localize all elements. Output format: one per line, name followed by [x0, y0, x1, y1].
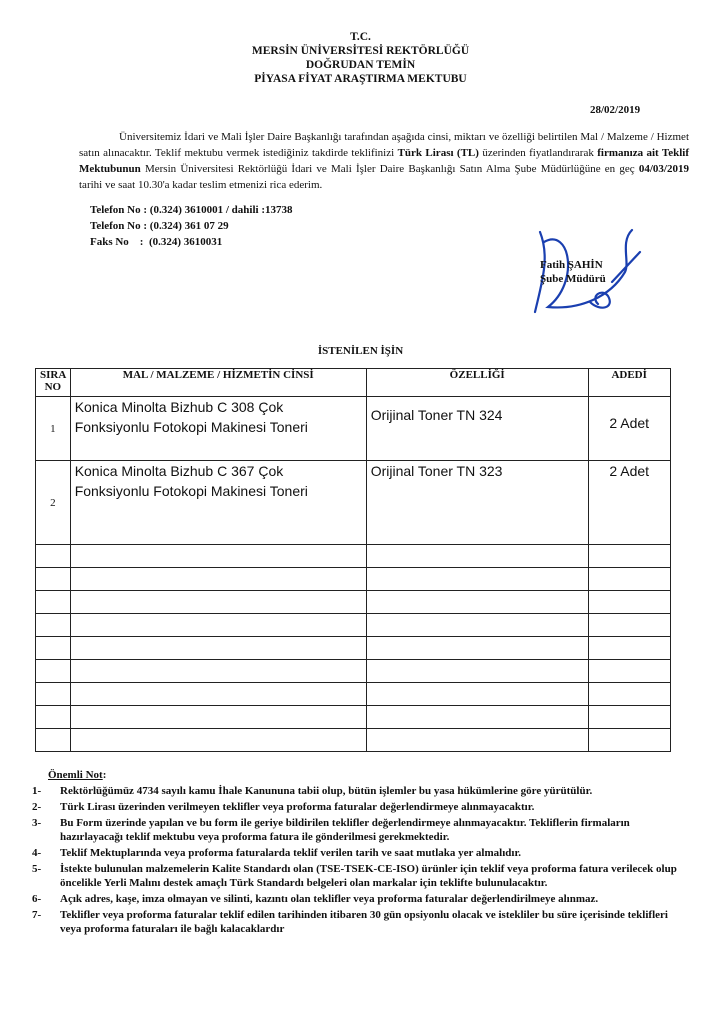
note-item: 3- Bu Form üzerinde yapılan ve bu form ile geriye bildirilen teklifler değerlendirmeye alınmayacaktır. Tekliflerin firmaların hazırlayacağı teklif mektubu veya proforma fatura ile gönderilmesi gerekmektedir.	[32, 817, 630, 843]
note-item: 6- Açık adres, kaşe, imza olmayan ve silinti, kazıntı olan teklifler veya proforma faturalar değerlendirilmeye alınmaz.	[32, 893, 599, 905]
table-row	[36, 397, 671, 461]
empty-row	[36, 683, 671, 706]
table-header-row	[36, 369, 671, 397]
header-letter-title: PİYASA FİYAT ARAŞTIRMA MEKTUBU	[254, 73, 467, 85]
fax-line: Faks No : (0.324) 3610031	[90, 236, 223, 248]
empty-row	[36, 568, 671, 591]
header-sira-no: SIRA NO	[36, 369, 71, 397]
signatory	[540, 258, 606, 286]
phone-line-1: Telefon No : (0.324) 3610001 / dahili :13738	[90, 204, 293, 216]
empty-row	[36, 729, 671, 752]
notes-section	[30, 768, 690, 936]
intro-paragraph: Üniversitemiz İdari ve Mali İşler Daire Başkanlığı tarafından aşağıda cinsi, miktarı ve özelliği belirtilen Mal / Malzeme / Hizmet satın alınacaktır. Teklif mektubu vermek istediğiniz takdirde teklifinizi Türk Lirası (TL) üzerinden fiyatlandırarak firmanıza ait Teklif Mektubunun Mersin Üniversitesi Rektörlüğü İdari ve Mali İşler Daire Başkanlığı Satın Alma Şube Müdürlüğüne en geç 04/03/2019 tarihi ve saat 10.30'a kadar teslim etmenizi rica ederim.	[79, 131, 689, 191]
letter-date: 28/02/2019	[590, 104, 641, 116]
signatory-name: Fatih ŞAHİN	[540, 259, 603, 271]
header-quantity: ADEDİ	[588, 369, 670, 397]
row-spec: Orijinal Toner TN 323	[366, 461, 588, 545]
header-university: MERSİN ÜNİVERSİTESİ REKTÖRLÜĞÜ	[251, 45, 470, 57]
empty-row	[36, 660, 671, 683]
note-item: 1- Rektörlüğümüz 4734 sayılı kamu İhale Kanununa tabii olup, bütün işlemler bu yasa hükümlerine göre yürütülür.	[32, 785, 593, 797]
header-spec: ÖZELLİĞİ	[366, 369, 588, 397]
empty-row	[36, 545, 671, 568]
row-item-name: Konica Minolta Bizhub C 367 Çok Fonksiyonlu Fotokopi Makinesi Toneri	[70, 461, 366, 545]
signatory-title: Şube Müdürü	[540, 273, 606, 285]
row-qty: 2 Adet	[588, 461, 670, 545]
note-item: 7- Teklifler veya proforma faturalar teklif edilen tarihinden itibaren 30 gün opsiyonlu olacak ve istekliler bu süre içerisinde teklifleri veya proforma faturaları ile bağlı kalacaklardır	[32, 909, 668, 935]
section-title: İSTENİLEN İŞİN	[317, 345, 404, 357]
header-item-type: MAL / MALZEME / HİZMETİN CİNSİ	[70, 369, 366, 397]
items-table	[35, 368, 671, 752]
contact-block	[90, 202, 293, 250]
table-row	[36, 461, 671, 545]
notes-title: Önemli Not:	[48, 769, 107, 781]
phone-line-2: Telefon No : (0.324) 361 07 29	[90, 220, 229, 232]
empty-row	[36, 706, 671, 729]
header-direct-procurement: DOĞRUDAN TEMİN	[305, 59, 416, 71]
header-tc: T.C.	[350, 31, 371, 43]
note-item: 4- Teklif Mektuplarında veya proforma faturalarda teklif verilen tarih ve saat mutlaka yer almalıdır.	[32, 847, 522, 859]
empty-row	[36, 637, 671, 660]
row-spec: Orijinal Toner TN 324	[366, 397, 588, 461]
row-item-name: Konica Minolta Bizhub C 308 Çok Fonksiyonlu Fotokopi Makinesi Toneri	[70, 397, 366, 461]
note-item: 5- İstekte bulunulan malzemelerin Kalite Standardı olan (TSE-TSEK-CE-ISO) ürünler için teklif veya proforma fatura verilecek olup öncelikle Yerli Malını destek amaçlı Türk Standardı belgeleri olan markalar için teklifte bulunulacaktır.	[32, 863, 677, 889]
row-qty: 2 Adet	[588, 397, 670, 461]
note-item: 2- Türk Lirası üzerinden verilmeyen teklifler veya proforma faturalar değerlendirmeye alınmayacaktır.	[32, 801, 535, 813]
row-no: 1	[36, 397, 71, 461]
empty-row	[36, 591, 671, 614]
empty-row	[36, 614, 671, 637]
row-no: 2	[36, 461, 71, 545]
